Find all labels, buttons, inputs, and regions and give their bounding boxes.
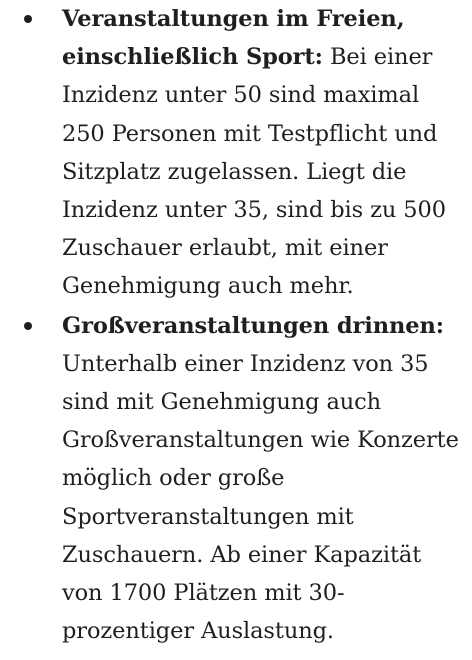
list-item-bold-lead: Veranstaltungen im Freien, einschließlich Sport: [62, 6, 405, 71]
list-item-indoor-events [0, 307, 472, 651]
bullet-dot-icon [24, 15, 32, 23]
list-item-outdoor-events [0, 0, 472, 306]
bullet-dot-icon [24, 322, 32, 330]
list-item-text [62, 307, 462, 651]
list-item-body: Bei einer Inzidenz unter 50 sind maximal 250 Personen mit Testpflicht und Sitzplatz zugelassen. Liegt die Inzidenz unter 35, sind bis zu 500 Zuschauer erlaubt, mit einer Genehmigung auch mehr. [62, 44, 446, 300]
list-item-text [62, 0, 462, 306]
list-item-bold-lead: Großveranstaltungen drinnen: [62, 312, 444, 339]
list-item-body: Unterhalb einer Inzidenz von 35 sind mit Genehmigung auch Großveranstaltungen wie Konzerte möglich oder große Sportveranstaltungen mit Zuschauern. Ab einer Kapazität von 1700 Plätzen mit 30-prozentiger Auslastung. [62, 350, 459, 645]
